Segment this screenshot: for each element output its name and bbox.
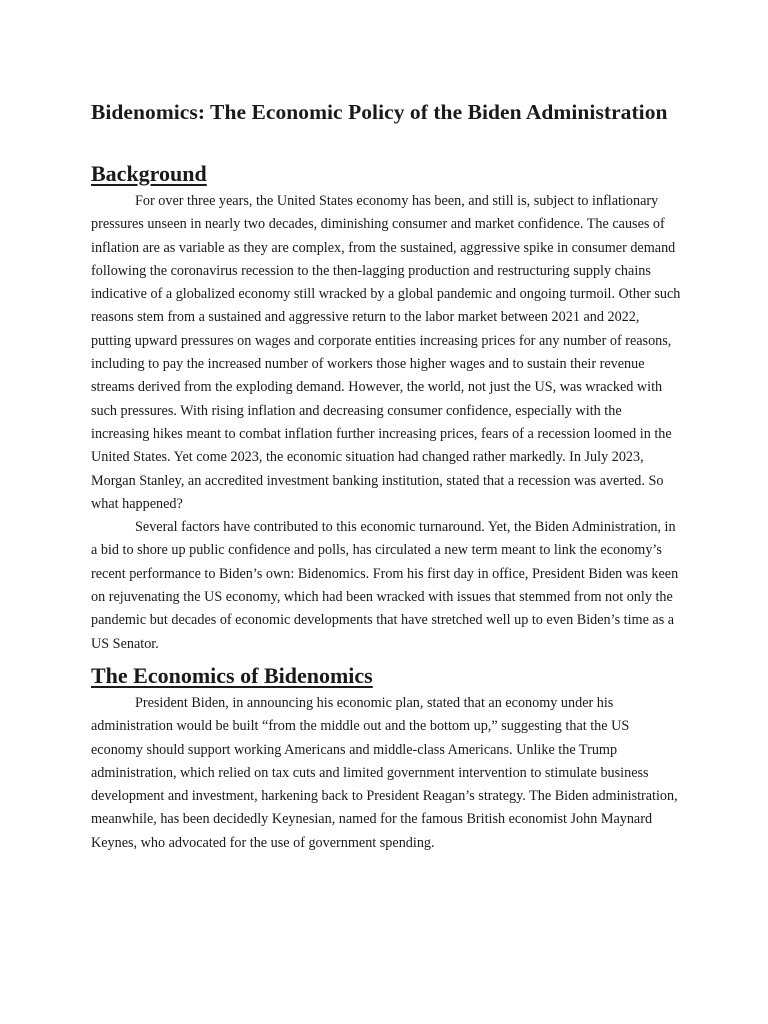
- paragraph: Several factors have contributed to this economic turnaround. Yet, the Biden Administration, in a bid to shore up public confidence and polls, has circulated a new term meant to link the economy’s recent performance to Biden’s own: Bidenomics. From his first day in office, President Biden was keen on rejuvenating the US economy, which had been wracked with issues that stemmed from not only the pandemic but decades of economic developments that have stretched well up to even Biden’s time as a US Senator.: [91, 519, 679, 652]
- document-title: Bidenomics: The Economic Policy of the Biden Administration: [91, 100, 668, 124]
- section-background: [91, 158, 681, 656]
- paragraph: For over three years, the United States economy has been, and still is, subject to inflationary pressures unseen in nearly two decades, diminishing consumer and market confidence. The causes of inflation are as variable as they are complex, from the sustained, aggressive spike in consumer demand following the coronavirus recession to the then-lagging production and restructuring supply chains indicative of a globalized economy still wracked by a global pandemic and ongoing turmoil. Other such reasons stem from a sustained and aggressive return to the labor market between 2021 and 2022, putting upward pressures on wages and corporate entities increasing prices for any number of reasons, including to pay the increased number of workers those higher wages and to sustain their revenue streams derived from the exploding demand. However, the world, not just the US, was wracked with such pressures. With rising inflation and decreasing consumer confidence, especially with the increasing hikes meant to combat inflation further increasing prices, fears of a recession loomed in the United States. Yet come 2023, the economic situation had changed rather markedly. In July 2023, Morgan Stanley, an accredited investment banking institution, stated that a recession was averted. So what happened?: [91, 193, 681, 512]
- section-heading-economics: The Economics of Bidenomics: [91, 662, 373, 688]
- document-body: [91, 92, 681, 855]
- section-heading-background: Background: [91, 161, 207, 186]
- section-economics-of-bidenomics: [91, 660, 681, 855]
- paragraph: President Biden, in announcing his economic plan, stated that an economy under his administration would be built “from the middle out and the bottom up,” suggesting that the US economy should support working Americans and middle-class Americans. Unlike the Trump administration, which relied on tax cuts and limited government intervention to stimulate business development and investment, harkening back to President Reagan’s strategy. The Biden administration, meanwhile, has been decidedly Keynesian, named for the famous British economist John Maynard Keynes, who advocated for the use of government spending.: [91, 694, 678, 851]
